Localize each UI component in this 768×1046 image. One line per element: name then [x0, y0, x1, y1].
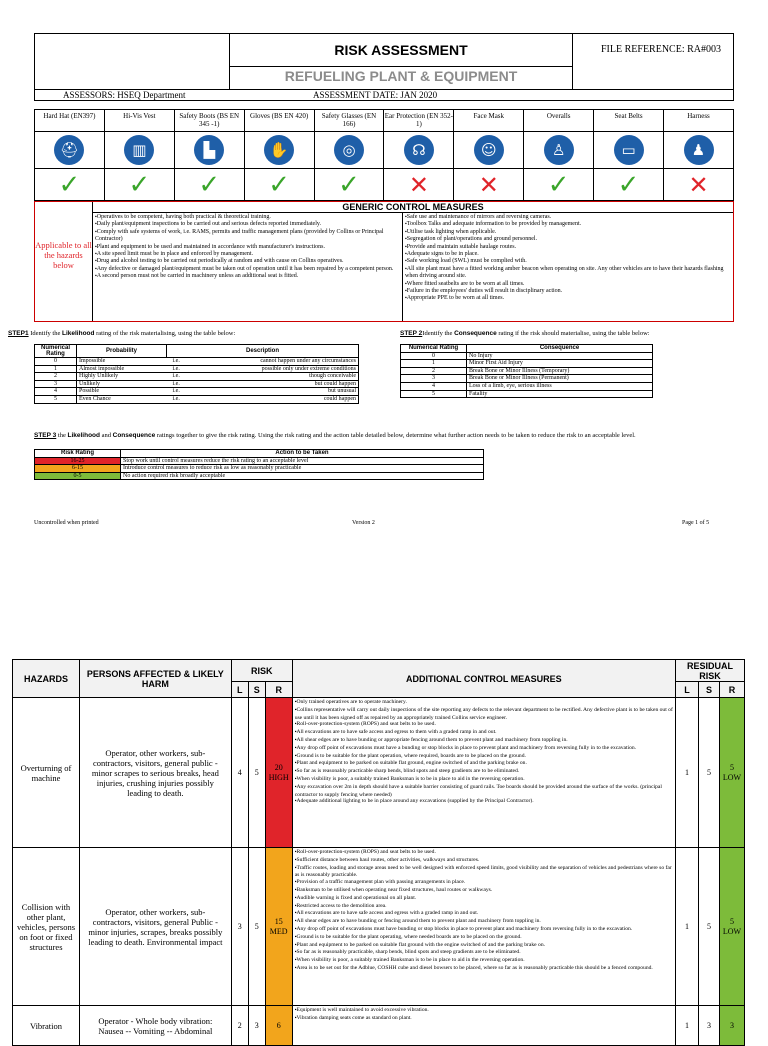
measure-item: ▪ Plant and equipment to be parked on suitable flat ground with the engine switched of and the parking brake on.	[295, 942, 673, 950]
measure-item: ▪ Collins representative will carry out daily inspections of the site reporting any defects to the relevant department to be rectified. Any defective plant is to be taken out of use until it has been signed off as repaired by an appropriately trained Collins service engineer.	[295, 707, 673, 722]
ppe-label: Harness	[664, 110, 734, 132]
lk-probability	[77, 373, 167, 381]
residual-r-header: R	[719, 682, 744, 698]
step1-text-b: rating of the risk materialising, using the table below:	[94, 330, 236, 337]
generic-measure: ▪ Operatives to be competent, having both practical & theoretical training.	[95, 214, 400, 221]
lk-prob-text: Almost impossible	[79, 365, 125, 372]
ac-rating: 0-5	[35, 472, 121, 480]
lk-probability	[77, 388, 167, 396]
step3-text-a: the	[56, 432, 68, 439]
cq-consequence: Loss of a limb, eye, serious illness	[467, 382, 653, 390]
generic-measure: ▪ Appropriate PPE to be worn at all times.	[405, 295, 731, 302]
likelihood-row	[35, 380, 359, 388]
residual-s: 5	[698, 698, 719, 848]
ac-action: No action required risk broadly acceptable	[121, 472, 484, 480]
generic-heading: GENERIC CONTROL MEASURES	[93, 202, 733, 213]
ac-h0: Risk Rating	[35, 450, 121, 458]
generic-list-left	[93, 213, 403, 321]
step3-bold-1: Likelihood	[67, 432, 100, 439]
assessment-date: ASSESSMENT DATE: JAN 2020	[313, 90, 438, 100]
safety-glasses-icon: ◎	[334, 135, 364, 165]
lk-h1: Probability	[77, 345, 167, 358]
measure-item: ▪ When visibility is poor, a suitably trained Banksman is to be in place to aid in the reversing operation.	[295, 776, 673, 784]
cq-rating: 2	[401, 367, 467, 375]
lk-probability	[77, 358, 167, 366]
ac-rating: 16-25	[35, 457, 121, 465]
step2-bold: Consequence	[454, 330, 497, 337]
step2-label: STEP 2	[400, 330, 423, 337]
risk-l-header: L	[231, 682, 248, 698]
applicable-note: Applicable to all the hazards below	[35, 202, 93, 321]
measure-item: ▪ Audible warning is fixed and operational on all plant.	[295, 895, 673, 903]
generic-measure: ▪ Toolbox Talks and adequate information to be provided by management.	[405, 221, 731, 228]
lk-probability	[77, 365, 167, 373]
step1-text	[8, 330, 398, 338]
cq-rating: 0	[401, 352, 467, 360]
cq-rating: 1	[401, 360, 467, 368]
cq-h0: Numerical Rating	[401, 345, 467, 353]
hazard-row	[13, 1006, 745, 1046]
footer-page: Page 1 of 5	[682, 520, 710, 526]
check-icon: ✓	[547, 169, 570, 200]
generic-measure: ▪ Adequate signs to be in place.	[405, 251, 731, 258]
ppe-icon-cell	[384, 132, 454, 169]
step1-label: STEP1	[8, 330, 29, 337]
ppe-label: Ear Protection (EN 352-1)	[384, 110, 454, 132]
ppe-label: Hard Hat (EN397)	[35, 110, 105, 132]
step2-text-b: rating if the risk should materialise, using the table below:	[496, 330, 650, 337]
step3-label: STEP 3	[34, 432, 57, 439]
lk-ie: i.e.	[167, 388, 207, 396]
consequence-row	[401, 360, 653, 368]
risk-header: RISK	[231, 660, 292, 682]
lk-ie: i.e.	[167, 395, 207, 403]
lk-ie: i.e.	[167, 380, 207, 388]
cq-consequence: No Injury	[467, 352, 653, 360]
document-header	[34, 33, 734, 101]
ppe-required-cell	[524, 169, 594, 201]
check-icon: ✓	[128, 169, 151, 200]
risk-rating: 15 MED	[265, 848, 292, 1006]
page-subtitle: REFUELING PLANT & EQUIPMENT	[230, 66, 572, 88]
step2-text	[400, 330, 760, 338]
risk-s: 5	[248, 848, 265, 1006]
likelihood-row	[35, 395, 359, 403]
lk-h2: Description	[167, 345, 359, 358]
hazard-name: Overturning of machine	[13, 698, 80, 848]
measure-item: ▪ Equipment is well maintained to avoid excessive vibration.	[295, 1007, 673, 1015]
ppe-label: Safety Glasses (EN 166)	[314, 110, 384, 132]
lk-prob-text: Highly Unlikely	[79, 373, 119, 380]
lk-description: cannot happen under any circumstances	[207, 358, 359, 366]
generic-list-right	[403, 213, 733, 321]
action-row	[35, 457, 484, 465]
generic-measure: ▪ Comply with safe systems of work, i.e. RAMS, permits and traffic management plans (provided by Collins or Principal Contractor)	[95, 229, 400, 244]
measure-item: ▪ So far as is reasonably practicable sharp bends, blind spots and steep gradients are to be eliminated.	[295, 768, 673, 776]
lk-rating: 5	[35, 395, 77, 403]
measure-item: ▪ Traffic routes, loading and storage areas need to be well designed with enforced speed limits, good visibility and the separation of vehicles and pedestrians where so far as is reasonably practicable.	[295, 865, 673, 880]
seat-belts-icon: ▭	[614, 135, 644, 165]
lk-prob-text: Possible	[79, 388, 100, 395]
consequence-row	[401, 352, 653, 360]
ppe-required-cell	[314, 169, 384, 201]
measure-item: ▪ When visibility is poor, a suitably trained Banksman is to be in place to aid in the reversing operation.	[295, 957, 673, 965]
persons-affected: Operator, other workers, sub-contractors, visitors, general Public - minor injuries, scrapes, breaks possibly leading to death. Environmental impact	[79, 848, 231, 1006]
generic-measure: ▪ Safe working load (SWL) must be complied with.	[405, 258, 731, 265]
measures-header: ADDITIONAL CONTROL MEASURES	[292, 660, 675, 698]
measure-item: ▪ Any drop off point of excavations must have bunding or stop blocks in place to prevent plant and machinery from reversing fully in to the excavation.	[295, 926, 673, 934]
step1-text-a: Identify the	[28, 330, 62, 337]
ear-protection-icon: ☊	[404, 135, 434, 165]
check-icon: ✓	[338, 169, 360, 200]
consequence-table	[400, 344, 653, 398]
risk-l: 4	[231, 698, 248, 848]
control-measures	[292, 698, 675, 848]
lk-rating: 1	[35, 365, 77, 373]
likelihood-row	[35, 365, 359, 373]
residual-s-header: S	[698, 682, 719, 698]
measure-item: ▪ Any excavation over 2m in depth should have a suitable barrier consisting of guard rails. Toe boards should be provided around the surface of the works. (principal contractor to supply fencing where needed)	[295, 784, 673, 799]
lk-description: though conceivable	[207, 373, 359, 381]
ppe-required-cell	[664, 169, 734, 201]
ppe-table	[34, 109, 734, 201]
measure-item: ▪ So far as is reasonably practicable, sharp bends, blind spots and steep gradients are to be eliminated.	[295, 949, 673, 957]
hard-hat-icon: ⛑	[54, 135, 84, 165]
gloves-icon: ✋	[264, 135, 294, 165]
generic-measure: ▪ Daily plant/equipment inspections to be carried out and serious defects reported immediately.	[95, 221, 400, 228]
step3-text-b: ratings together to give the risk rating. Using the risk rating and the action table detailed below, determine what further action needs to be taken to reduce the risk to an acceptable level.	[155, 432, 636, 439]
ppe-icon-cell	[244, 132, 314, 169]
generic-measure: ▪ Provide and maintain suitable haulage routes.	[405, 244, 731, 251]
risk-l: 3	[231, 848, 248, 1006]
persons-affected: Operator - Whole body vibration: Nausea -- Vomiting -- Abdominal	[79, 1006, 231, 1046]
ppe-icon-cell	[664, 132, 734, 169]
measure-item: ▪ Roll-over-protection-system (ROPS) and seat belts to be used.	[295, 721, 673, 729]
measure-item: ▪ Banksman to be utilised when operating near fixed structures, haul routes or walkways.	[295, 887, 673, 895]
measure-item: ▪ All excavations are to have safe access and egress with a graded ramp in and out.	[295, 910, 673, 918]
measure-item: ▪ Only trained operatives are to operate machinery.	[295, 699, 673, 707]
cross-icon: ✕	[408, 170, 429, 199]
risk-s-header: S	[248, 682, 265, 698]
generic-measure: ▪ Safe use and maintenance of mirrors and reversing cameras.	[405, 214, 731, 221]
measure-item: ▪ Ground is to be suitable for the plant operating, where needed boards are to be placed on the ground.	[295, 934, 673, 942]
lk-ie: i.e.	[167, 365, 207, 373]
lk-rating: 0	[35, 358, 77, 366]
ppe-label: Gloves (BS EN 420)	[244, 110, 314, 132]
generic-measure: ▪ Failure in the employees' duties will result in disciplinary action.	[405, 288, 731, 295]
generic-measure: ▪ Utilise task lighting when applicable.	[405, 229, 731, 236]
face-mask-icon: ☺	[474, 135, 504, 165]
residual-header: RESIDUAL RISK	[676, 660, 745, 682]
likelihood-row	[35, 373, 359, 381]
measure-item: ▪ Ground is to be suitable for the plant operation, where required, boards are to be placed on the ground.	[295, 753, 673, 761]
measure-item: ▪ Plant and equipment to be parked on suitable flat ground, engine switched of and the parking brake on.	[295, 760, 673, 768]
likelihood-row	[35, 388, 359, 396]
action-table	[34, 449, 484, 480]
step3-and: and	[99, 432, 113, 439]
ac-action: Introduce control measures to reduce risk as low as reasonably practicable	[121, 465, 484, 473]
logo-area	[35, 34, 230, 89]
measure-item: ▪ Restricted access to the demolition area.	[295, 903, 673, 911]
generic-measure: ▪ A site speed limit must be in place and enforced by management.	[95, 251, 400, 258]
overalls-icon: ♙	[544, 135, 574, 165]
cq-rating: 5	[401, 390, 467, 398]
step3-bold-2: Consequence	[112, 432, 156, 439]
measure-item: ▪ All shear edges are to have bunding or appropriate fencing around them to prevent plant and machinery from toppling in.	[295, 737, 673, 745]
generic-measure: ▪ Drug and alcohol testing to be carried out periodically at random and with cause on Collins operatives.	[95, 258, 400, 265]
ppe-icon-cell	[35, 132, 105, 169]
safety-boots-icon: ▙	[194, 135, 224, 165]
ppe-required-cell	[244, 169, 314, 201]
ppe-icon-cell	[524, 132, 594, 169]
measure-item: ▪ Provision of a traffic management plan with passing arrangements in place.	[295, 879, 673, 887]
generic-measure: ▪ All site plant must have a fitted working amber beacon when operating on site. Any other vehicles are to have their hazards flashing when driving around site.	[405, 266, 731, 281]
hazards-table	[12, 659, 745, 1046]
ppe-required-cell	[174, 169, 244, 201]
lk-description: possible only under extreme conditions	[207, 365, 359, 373]
footer-version: Version 2	[352, 520, 375, 526]
check-icon: ✓	[617, 169, 640, 200]
action-row	[35, 472, 484, 480]
likelihood-table	[34, 344, 359, 404]
lk-h0: Numerical Rating	[35, 345, 77, 358]
cross-icon: ✕	[688, 170, 709, 199]
residual-l: 1	[676, 1006, 699, 1046]
ppe-icon-cell	[594, 132, 664, 169]
lk-ie: i.e.	[167, 358, 207, 366]
action-row	[35, 465, 484, 473]
check-icon: ✓	[268, 169, 291, 200]
generic-measure: ▪ A second person must not be carried in machinery unless an additional seat is fitted.	[95, 273, 400, 280]
residual-l-header: L	[676, 682, 699, 698]
control-measures	[292, 848, 675, 1006]
risk-l: 2	[231, 1006, 248, 1046]
risk-s: 3	[248, 1006, 265, 1046]
ppe-icon-cell	[104, 132, 174, 169]
cq-consequence: Minor First Aid Injury	[467, 360, 653, 368]
ppe-label: Overalls	[524, 110, 594, 132]
lk-probability	[77, 395, 167, 403]
ppe-label: Hi-Vis Vest	[104, 110, 174, 132]
footer-left: Uncontrolled when printed	[34, 520, 99, 526]
ppe-icon-cell	[174, 132, 244, 169]
file-reference: FILE REFERENCE: RA#003	[601, 44, 722, 55]
generic-measure: ▪ Where fitted seatbelts are to be worn at all times.	[405, 281, 731, 288]
generic-control-measures	[34, 201, 734, 322]
step3-text	[34, 432, 734, 440]
ppe-icon-cell	[314, 132, 384, 169]
measure-item: ▪ Vibration damping seats come as standard on plant.	[295, 1015, 673, 1023]
risk-s: 5	[248, 698, 265, 848]
assessors: ASSESSORS: HSEQ Department	[63, 90, 186, 100]
ppe-label: Face Mask	[454, 110, 524, 132]
ppe-required-cell	[35, 169, 105, 201]
ppe-required-cell	[384, 169, 454, 201]
ac-action: Stop work until control measures reduce the risk rating to an acceptable level	[121, 457, 484, 465]
lk-prob-text: Impossible	[79, 358, 106, 364]
hazards-header: HAZARDS	[13, 660, 80, 698]
hazard-name: Vibration	[13, 1006, 80, 1046]
ac-h1: Action to be Taken	[121, 450, 484, 458]
consequence-row	[401, 367, 653, 375]
generic-measure: ▪ Any defective or damaged plant/equipment must be taken out of operation until it has been repaired by a competent person.	[95, 266, 400, 273]
ppe-label: Safety Boots (BS EN 345 -1)	[174, 110, 244, 132]
lk-prob-text: Unlikely	[79, 380, 100, 387]
check-icon: ✓	[198, 169, 221, 200]
cq-consequence: Break Bone or Minor Illness (Temporary)	[467, 367, 653, 375]
cq-consequence: Fatality	[467, 390, 653, 398]
cq-rating: 3	[401, 375, 467, 383]
cq-rating: 4	[401, 382, 467, 390]
page-title: RISK ASSESSMENT	[334, 42, 468, 58]
ac-rating: 6-15	[35, 465, 121, 473]
consequence-row	[401, 390, 653, 398]
measure-item: ▪ Adequate additional lighting to be in place around any excavations (supplied by the Principal Contractor).	[295, 798, 673, 806]
lk-description: could happen	[207, 395, 359, 403]
hazard-name: Collision with other plant, vehicles, persons on foot or fixed structures	[13, 848, 80, 1006]
residual-s: 5	[698, 848, 719, 1006]
lk-description: but could happen	[207, 380, 359, 388]
residual-l: 1	[676, 848, 699, 1006]
ppe-required-cell	[104, 169, 174, 201]
hi-vis-vest-icon: ▥	[124, 135, 154, 165]
lk-probability	[77, 380, 167, 388]
step2-text-a: Identify the	[422, 330, 455, 337]
consequence-row	[401, 375, 653, 383]
persons-header: PERSONS AFFECTED & LIKELY HARM	[79, 660, 231, 698]
residual-rating: 5 LOW	[719, 698, 744, 848]
lk-rating: 4	[35, 388, 77, 396]
lk-prob-text: Even Chance	[79, 395, 111, 402]
generic-measure: ▪ Segregation of plant/operations and ground personnel.	[405, 236, 731, 243]
cq-consequence: Break Bone or Minor Illness (Permanent)	[467, 375, 653, 383]
hazard-row	[13, 698, 745, 848]
step1-bold: Likelihood	[62, 330, 95, 337]
measure-item: ▪ Any drop off point of excavations must have a bunding or stop blocks in place to prevent plant and machinery from reversing fully in to the excavation.	[295, 745, 673, 753]
measure-item: ▪ Roll-over-protection-system (ROPS) and seat belts to be used.	[295, 849, 673, 857]
ppe-required-cell	[454, 169, 524, 201]
consequence-row	[401, 382, 653, 390]
check-icon: ✓	[58, 169, 81, 200]
lk-rating: 3	[35, 380, 77, 388]
cq-h1: Consequence	[467, 345, 653, 353]
generic-measure: ▪ Plant and equipment to be used and maintained in accordance with manufacturer's instructions.	[95, 244, 400, 251]
measure-item: ▪ Sufficient distance between haul routes, other activities, walkways and structures.	[295, 857, 673, 865]
lk-ie: i.e.	[167, 373, 207, 381]
residual-s: 3	[698, 1006, 719, 1046]
residual-rating: 5 LOW	[719, 848, 744, 1006]
measures-list	[293, 1006, 675, 1024]
ppe-label: Seat Belts	[594, 110, 664, 132]
measure-item: ▪ All shear edges are to have bunding or fencing around them to prevent plant and machinery from toppling in.	[295, 918, 673, 926]
measure-item: ▪ All excavations are to have safe access and egress to them with a graded ramp in and out.	[295, 729, 673, 737]
residual-l: 1	[676, 698, 699, 848]
hazard-row	[13, 848, 745, 1006]
risk-rating: 6	[265, 1006, 292, 1046]
measures-list	[293, 848, 675, 974]
risk-r-header: R	[265, 682, 292, 698]
lk-rating: 2	[35, 373, 77, 381]
lk-description: but unusual	[207, 388, 359, 396]
measures-list	[293, 698, 675, 807]
harness-icon: ♟	[684, 135, 714, 165]
measure-item: ▪ Area is to be set out for the Adblue, COSHH cube and diesel bowsers to be placed, where so far as is reasonably practicable this should be a fenced compound.	[295, 965, 673, 973]
persons-affected: Operator, other workers, sub-contractors, visitors, general public - minor scrapes to serious breaks, head injuries, crushing injuries possibly leading to death.	[79, 698, 231, 848]
likelihood-row	[35, 358, 359, 366]
ppe-icon-cell	[454, 132, 524, 169]
risk-rating: 20 HIGH	[265, 698, 292, 848]
cross-icon: ✕	[478, 170, 499, 199]
ppe-required-cell	[594, 169, 664, 201]
residual-rating: 3	[719, 1006, 744, 1046]
control-measures	[292, 1006, 675, 1046]
